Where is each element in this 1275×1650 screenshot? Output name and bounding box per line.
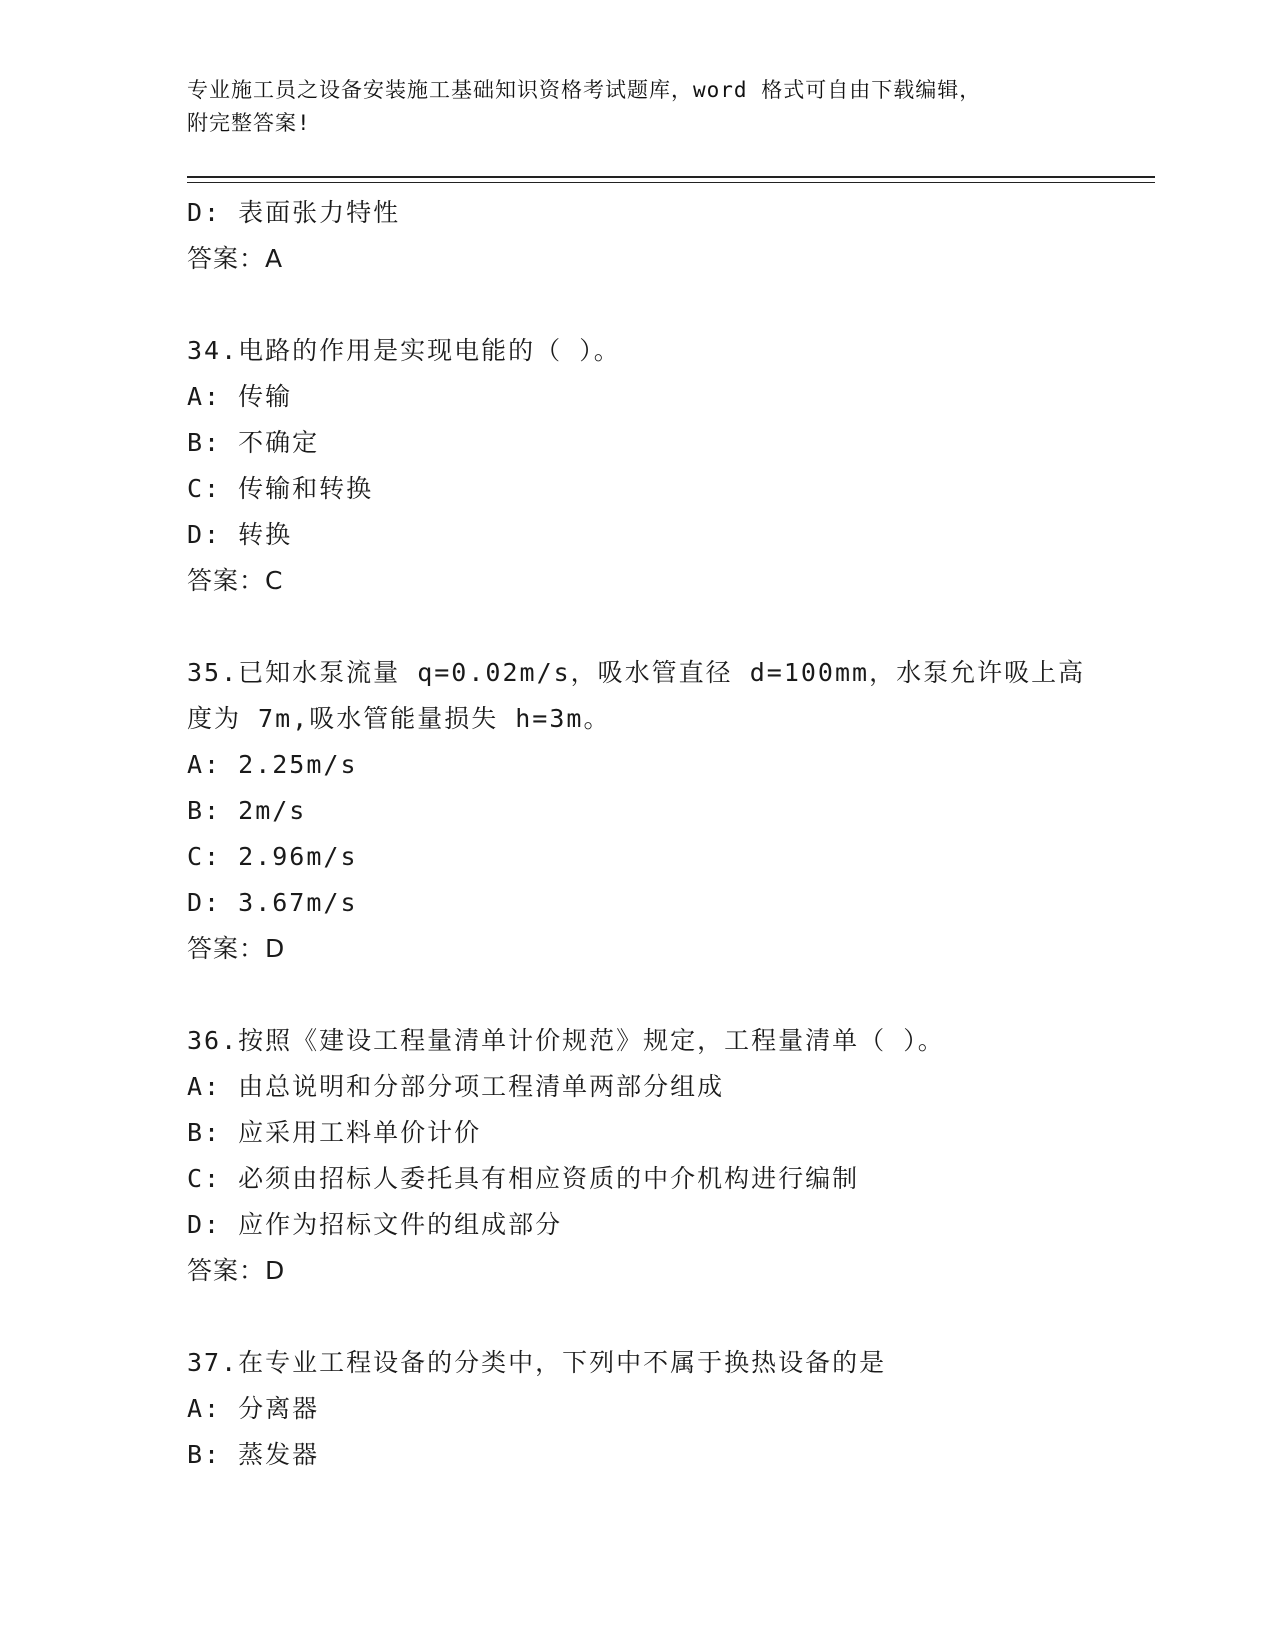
option-b: B: 不确定 <box>187 428 320 457</box>
option-a: A: 由总说明和分部分项工程清单两部分组成 <box>187 1072 725 1101</box>
option-d: D: 应作为招标文件的组成部分 <box>187 1210 563 1239</box>
option-d: D: 表面张力特性 <box>187 198 401 227</box>
answer-line: 答案：D <box>187 934 286 963</box>
option-d: D: 转换 <box>187 520 293 549</box>
question-list <box>187 190 1087 1478</box>
option-c: C: 2.96m/s <box>187 842 358 871</box>
question-34 <box>187 328 1087 604</box>
spacer <box>187 1294 1087 1340</box>
question-35 <box>187 650 1087 972</box>
question-fragment <box>187 190 1087 282</box>
question-36 <box>187 1018 1087 1294</box>
option-d: D: 3.67m/s <box>187 888 358 917</box>
header-line-2: 附完整答案! <box>187 111 311 135</box>
header-line-1: 专业施工员之设备安装施工基础知识资格考试题库，word 格式可自由下载编辑， <box>187 78 982 102</box>
spacer <box>187 282 1087 328</box>
question-stem: 34.电路的作用是实现电能的（ ）。 <box>187 336 621 365</box>
spacer <box>187 604 1087 650</box>
option-a: A: 分离器 <box>187 1394 320 1423</box>
option-b: B: 应采用工料单价计价 <box>187 1118 482 1147</box>
question-37 <box>187 1340 1087 1478</box>
question-stem-line-2: 度为 7m,吸水管能量损失 h=3m。 <box>187 704 611 733</box>
header-divider-thick <box>187 176 1155 178</box>
question-stem: 36.按照《建设工程量清单计价规范》规定，工程量清单（ ）。 <box>187 1026 945 1055</box>
document-header <box>187 74 1067 140</box>
option-a: A: 传输 <box>187 382 293 411</box>
answer-line: 答案：D <box>187 1256 286 1285</box>
option-a: A: 2.25m/s <box>187 750 358 779</box>
option-c: C: 必须由招标人委托具有相应资质的中介机构进行编制 <box>187 1164 860 1193</box>
question-stem: 37.在专业工程设备的分类中，下列中不属于换热设备的是 <box>187 1348 887 1377</box>
header-divider-thin <box>187 182 1155 183</box>
answer-line: 答案：A <box>187 244 284 273</box>
option-c: C: 传输和转换 <box>187 474 374 503</box>
answer-line: 答案：C <box>187 566 284 595</box>
option-b: B: 蒸发器 <box>187 1440 320 1469</box>
question-stem-line-1: 35.已知水泵流量 q=0.02m/s，吸水管直径 d=100mm，水泵允许吸上高 <box>187 658 1086 687</box>
spacer <box>187 972 1087 1018</box>
option-b: B: 2m/s <box>187 796 307 825</box>
